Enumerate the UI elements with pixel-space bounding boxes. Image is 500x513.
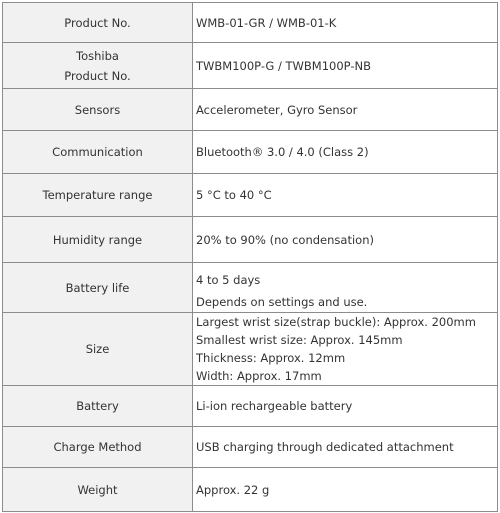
label-line: Weight [77,482,118,497]
spec-value [193,427,498,468]
value-line: 5 °C to 40 °C [196,188,272,202]
spec-value [193,313,498,386]
value-line: 4 to 5 days [196,272,261,287]
spec-row-size [3,313,498,386]
spec-label [3,131,193,174]
spec-label [3,217,193,263]
label-line: Product No. [64,15,131,30]
value-line: Accelerometer, Gyro Sensor [196,102,358,117]
spec-row-battery-life [3,263,498,313]
value-line: Smallest wrist size: Approx. 145mm [196,333,403,347]
spec-row-battery [3,386,498,427]
value-line: USB charging through dedicated attachment [196,440,454,454]
value-line: Li-ion rechargeable battery [196,399,353,413]
spec-value [193,131,498,174]
label-line: Size [85,342,110,356]
label-line: Temperature range [42,188,153,202]
spec-value [193,89,498,131]
spec-row-communication [3,131,498,174]
label-line: Battery [76,399,119,413]
spec-row-product-no [3,3,498,43]
spec-table [2,2,498,512]
label-line: Product No. [64,68,131,83]
label-line: Communication [52,145,143,159]
label-line: Toshiba [76,48,119,63]
spec-value [193,3,498,43]
value-line: TWBM100P-G / TWBM100P-NB [196,58,371,73]
value-line: Approx. 22 g [196,482,270,497]
value-line: Thickness: Approx. 12mm [196,351,346,365]
value-line: 20% to 90% (no condensation) [196,232,374,247]
spec-row-toshiba-product-no [3,43,498,89]
value-line: Depends on settings and use. [196,294,368,309]
spec-row-weight [3,468,498,512]
label-line: Battery life [65,280,130,295]
spec-value [193,263,498,313]
spec-value [193,174,498,217]
label-line: Humidity range [52,232,143,247]
spec-value [193,217,498,263]
spec-value [193,468,498,512]
label-line: Sensors [74,102,121,117]
spec-label [3,3,193,43]
spec-label [3,43,193,89]
value-line: WMB-01-GR / WMB-01-K [196,15,337,30]
spec-label [3,313,193,386]
spec-label [3,89,193,131]
spec-row-sensors [3,89,498,131]
spec-label [3,468,193,512]
spec-row-charge-method [3,427,498,468]
value-line: Largest wrist size(strap buckle): Approx. 200mm [196,315,476,329]
label-line: Charge Method [53,440,142,454]
spec-label [3,386,193,427]
value-line: Width: Approx. 17mm [196,369,322,383]
spec-label [3,427,193,468]
spec-label [3,174,193,217]
spec-row-temperature-range [3,174,498,217]
value-line: Bluetooth® 3.0 / 4.0 (Class 2) [196,145,369,159]
spec-row-humidity-range [3,217,498,263]
spec-value [193,386,498,427]
spec-label [3,263,193,313]
spec-value [193,43,498,89]
